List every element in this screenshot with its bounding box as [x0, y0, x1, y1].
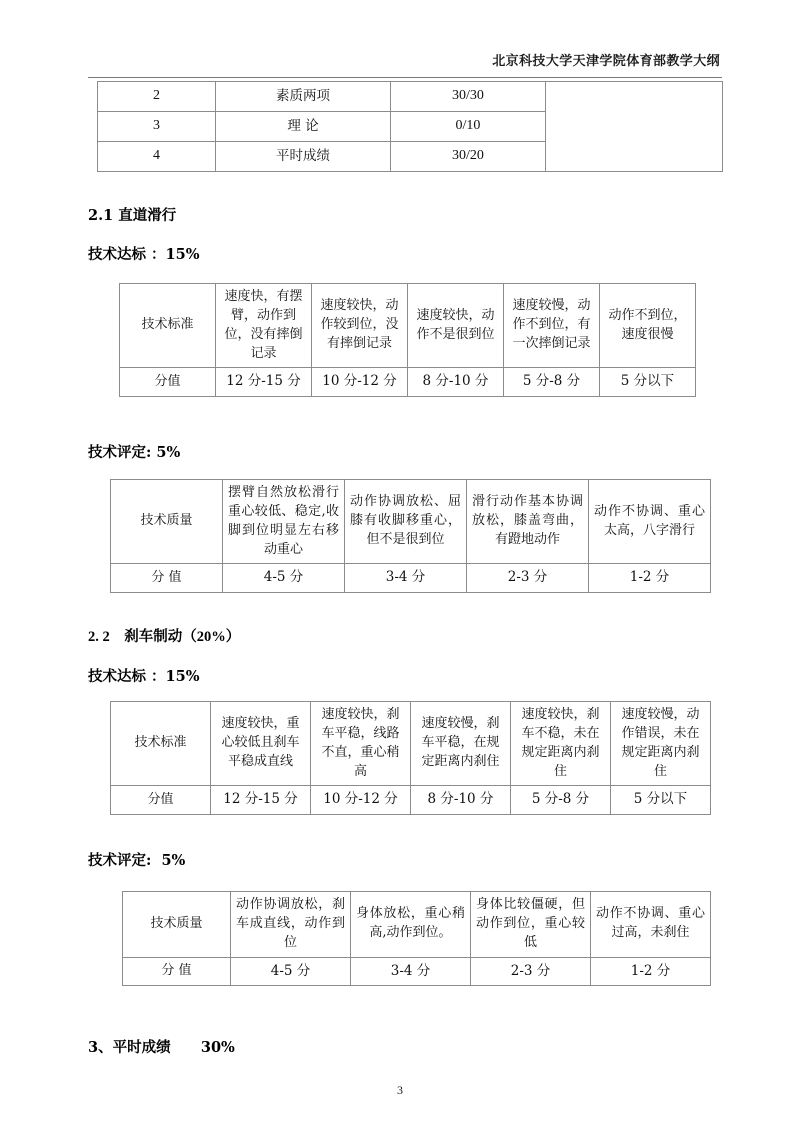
table-row — [120, 284, 696, 368]
table-row — [98, 112, 723, 142]
criteria-cell: 速度较慢，动作错误，未在规定距离内刹住 — [611, 702, 711, 786]
subheading-22-quality: 技术评定: 5% — [88, 852, 186, 869]
scoring-note — [546, 82, 723, 112]
scoring-note — [546, 142, 723, 172]
criteria-cell: 动作协调放松，刹车成直线，动作到位 — [231, 892, 351, 958]
score-cell: 5 分-8 分 — [504, 368, 600, 397]
score-cell: 8 分-10 分 — [408, 368, 504, 397]
score-cell: 8 分-10 分 — [411, 786, 511, 815]
criteria-cell: 滑行动作基本协调放松，膝盖弯曲，有蹬地动作 — [467, 480, 589, 564]
score-cell: 3-4 分 — [351, 957, 471, 986]
table-row — [111, 480, 711, 564]
scoring-note — [546, 112, 723, 142]
criteria-cell: 速度较快，重心较低且刹车平稳成直线 — [211, 702, 311, 786]
criteria-cell: 速度快，有摆臂，动作到位，没有摔倒记录 — [216, 284, 312, 368]
running-header: 北京科技大学天津学院体育部教学大纲 — [492, 54, 720, 69]
score-cell: 12 分-15 分 — [216, 368, 312, 397]
section-heading-3: 3、平时成绩 30% — [88, 1039, 235, 1056]
subheading-21-standard: 技术达标 ：15% — [88, 246, 200, 263]
row-label: 技术质量 — [111, 480, 223, 564]
criteria-cell: 摆臂自然放松滑行重心较低、稳定,收脚到位明显左右移动重心 — [223, 480, 345, 564]
score-cell: 2-3 分 — [471, 957, 591, 986]
table-row — [123, 957, 711, 986]
row-label: 技术质量 — [123, 892, 231, 958]
criteria-cell: 速度较慢，动作不到位，有一次摔倒记录 — [504, 284, 600, 368]
criteria-cell: 身体比较僵硬，但动作到位，重心较低 — [471, 892, 591, 958]
score-cell: 5 分以下 — [611, 786, 711, 815]
scoring-table — [97, 81, 723, 172]
table-row — [120, 368, 696, 397]
score-cell: 3-4 分 — [345, 564, 467, 593]
criteria-cell: 速度较慢，刹车平稳，在规定距离内刹住 — [411, 702, 511, 786]
scoring-value: 30/30 — [391, 82, 546, 112]
score-cell: 10 分-12 分 — [311, 786, 411, 815]
scoring-item: 素质两项 — [216, 82, 391, 112]
criteria-cell: 速度较快，刹车不稳，未在规定距离内刹住 — [511, 702, 611, 786]
score-cell: 2-3 分 — [467, 564, 589, 593]
section-heading-22: 2. 2 刹车制动（20%） — [88, 629, 241, 645]
row-label: 分值 — [111, 786, 211, 815]
scoring-value: 0/10 — [391, 112, 546, 142]
table-row — [111, 564, 711, 593]
row-label: 分 值 — [123, 957, 231, 986]
subheading-22-standard: 技术达标 ：15% — [88, 668, 200, 685]
section-heading-21: 2.1 直道滑行 — [88, 207, 177, 224]
criteria-cell: 身体放松，重心稍高,动作到位。 — [351, 892, 471, 958]
technique-quality-table-22 — [122, 891, 711, 986]
score-cell: 12 分-15 分 — [211, 786, 311, 815]
score-cell: 1-2 分 — [589, 564, 711, 593]
score-cell: 5 分-8 分 — [511, 786, 611, 815]
criteria-cell: 动作不到位，速度很慢 — [600, 284, 696, 368]
scoring-no: 4 — [98, 142, 216, 172]
score-cell: 1-2 分 — [591, 957, 711, 986]
score-cell: 4-5 分 — [223, 564, 345, 593]
criteria-cell: 速度较快，动作较到位，没有摔倒记录 — [312, 284, 408, 368]
score-cell: 4-5 分 — [231, 957, 351, 986]
technique-quality-table-21 — [110, 479, 711, 593]
criteria-cell: 动作不协调、重心太高，八字滑行 — [589, 480, 711, 564]
score-cell: 10 分-12 分 — [312, 368, 408, 397]
page-number: 3 — [397, 1083, 403, 1097]
row-label: 技术标准 — [111, 702, 211, 786]
score-cell: 5 分以下 — [600, 368, 696, 397]
header-divider-rule — [88, 77, 722, 78]
row-label: 分 值 — [111, 564, 223, 593]
row-label: 技术标准 — [120, 284, 216, 368]
technique-standard-table-22 — [110, 701, 711, 815]
table-row — [98, 142, 723, 172]
table-row — [98, 82, 723, 112]
table-row — [111, 702, 711, 786]
scoring-no: 2 — [98, 82, 216, 112]
criteria-cell: 动作不协调、重心过高，未刹住 — [591, 892, 711, 958]
scoring-value: 30/20 — [391, 142, 546, 172]
row-label: 分值 — [120, 368, 216, 397]
scoring-no: 3 — [98, 112, 216, 142]
table-row — [111, 786, 711, 815]
criteria-cell: 速度较快，动作不是很到位 — [408, 284, 504, 368]
technique-standard-table-21 — [119, 283, 696, 397]
subheading-21-quality: 技术评定: 5% — [88, 444, 181, 461]
criteria-cell: 动作协调放松、屈膝有收脚移重心，但不是很到位 — [345, 480, 467, 564]
table-row — [123, 892, 711, 958]
scoring-item: 理 论 — [216, 112, 391, 142]
criteria-cell: 速度较快，刹车平稳，线路不直，重心稍高 — [311, 702, 411, 786]
scoring-item: 平时成绩 — [216, 142, 391, 172]
